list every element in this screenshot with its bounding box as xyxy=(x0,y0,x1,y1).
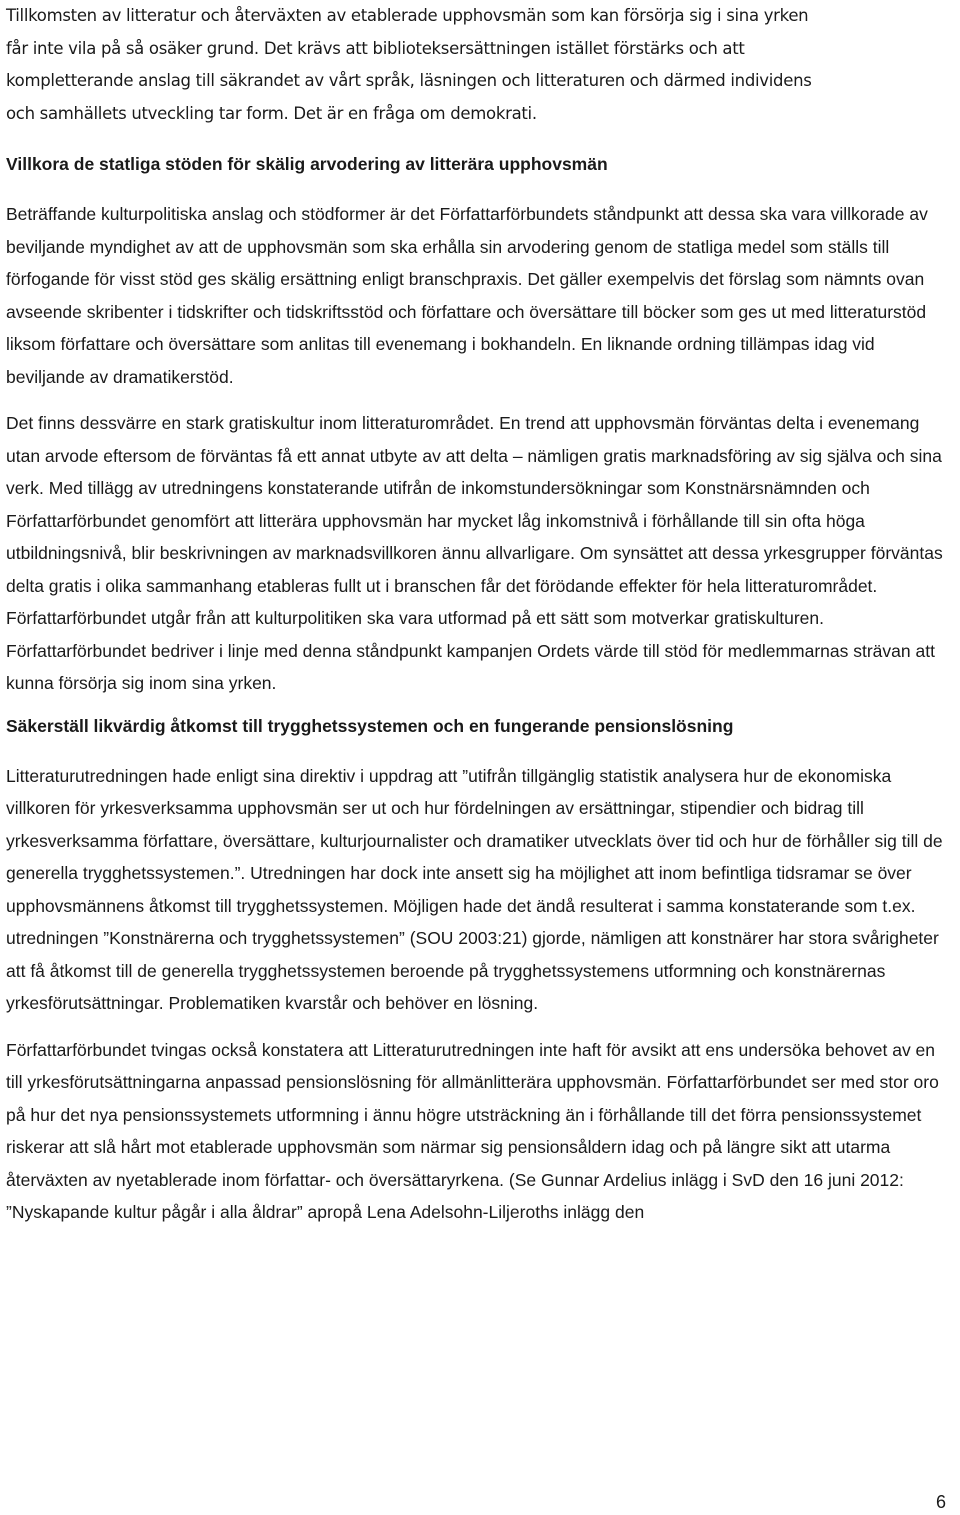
page-number: 6 xyxy=(935,1492,946,1512)
body-paragraph: Det finns dessvärre en stark gratiskultur inom litteraturområdet. En trend att upphovsmän förväntas delta i evenemang utan arvode eftersom de förväntas få ett annat utbyte av att delta – nämligen gratis marknadsföring av sig själva och sina verk. Med tillägg av utredningens konstaterande utifrån de inkomstundersökningar som Konstnärsnämnden och Författarförbundet genomfört att litterära upphovsmän har mycket låg inkomstnivå i förhållande till sin ofta höga utbildningsnivå, blir beskrivningen av marknadsvillkoren ännu allvarligare. Om synsättet att dessa yrkesgrupper förväntas delta gratis i olika sammanhang etableras fullt ut i branschen får det förödande effekter för hela litteraturområdet. Författarförbundet utgår från att kulturpolitiken ska vara utformad på ett sätt som motverkar gratiskulturen. Författarförbundet bedriver i linje med denna ståndpunkt kampanjen Ordets värde till stöd för medlemmarnas strävan att kunna försörja sig inom sina yrken. xyxy=(6,413,943,693)
intro-paragraph xyxy=(6,0,954,130)
section-arvodering xyxy=(6,152,954,700)
intro-line: och samhällets utveckling tar form. Det är en fråga om demokrati. xyxy=(6,103,537,123)
body-paragraph: Författarförbundet tvingas också konstatera att Litteraturutredningen inte haft för avsikt att ens undersöka behovet av en till yrkesförutsättningarna anpassad pensionslösning för allmänlitterära upphovsmän. Författarförbundet ser med stor oro på hur det nya pensionssystemets utformning i ännu högre utsträckning än i förhållande till det förra pensionssystemet riskerar att slå hårt mot etablerade upphovsmän som närmar sig pensionsåldern idag och på längre sikt att utarma återväxten av nyetablerade inom författar- och översättaryrkena. (Se Gunnar Ardelius inlägg i SvD den 16 juni 2012: ”Nyskapande kultur pågår i alla åldrar” apropå Lena Adelsohn-Liljeroths inlägg den xyxy=(6,1039,939,1222)
intro-line: kompletterande anslag till säkrandet av vårt språk, läsningen och litteraturen och därmed individens xyxy=(6,71,812,90)
section-trygghetssystem xyxy=(6,714,954,1229)
body-paragraph: Beträffande kulturpolitiska anslag och stödformer är det Författarförbundets ståndpunkt att dessa ska vara villkorade av beviljande myndighet av att de upphovsmän som ska erhålla sin arvodering genom de statliga medel som ställs till förfogande för visst stöd ges skälig ersättning enligt branschpraxis. Det gäller exempelvis det förslag som nämnts ovan avseende skribenter i tidskrifter och tidskriftsstöd och författare och översättare till böcker som ges ut med litteraturstöd liksom författare och översättare som anlitas till evenemang i bokhandeln. En liknande ordning tillämpas idag vid beviljande av dramatikerstöd. xyxy=(6,204,928,387)
section-heading: Villkora de statliga stöden för skälig arvodering av litterära upphovsmän xyxy=(6,154,608,174)
body-paragraph: Litteraturutredningen hade enligt sina direktiv i uppdrag att ”utifrån tillgänglig statistik analysera hur de ekonomiska villkoren för yrkesverksamma upphovsmän ser ut och hur fördelningen av ersättningar, stipendier och bidrag till yrkesverksamma författare, översättare, kulturjournalister och dramatiker utvecklats över tid och hur de förhåller sig till de generella trygghetssystemen.”. Utredningen har dock inte ansett sig ha möjlighet att inom befintliga tidsramar se över upphovsmännens åtkomst till trygghetssystemen. Möjligen hade det ändå resulterat i samma konstaterande som t.ex. utredningen ”Konstnärerna och trygghetssystemen” (SOU 2003:21) gjorde, nämligen att konstnärer har stora svårigheter att få åtkomst till de generella trygghetssystemen beroende på trygghetssystemens utformning och konstnärernas yrkesförutsättningar. Problematiken kvarstår och behöver en lösning. xyxy=(6,765,943,1013)
intro-line: Tillkomsten av litteratur och återväxten av etablerade upphovsmän som kan försörja sig i sina yrken xyxy=(6,6,809,25)
intro-line: får inte vila på så osäker grund. Det krävs att biblioteksersättningen istället förstärks och att xyxy=(6,38,745,58)
section-heading: Säkerställ likvärdig åtkomst till trygghetssystemen och en fungerande pensionslösning xyxy=(6,715,734,736)
